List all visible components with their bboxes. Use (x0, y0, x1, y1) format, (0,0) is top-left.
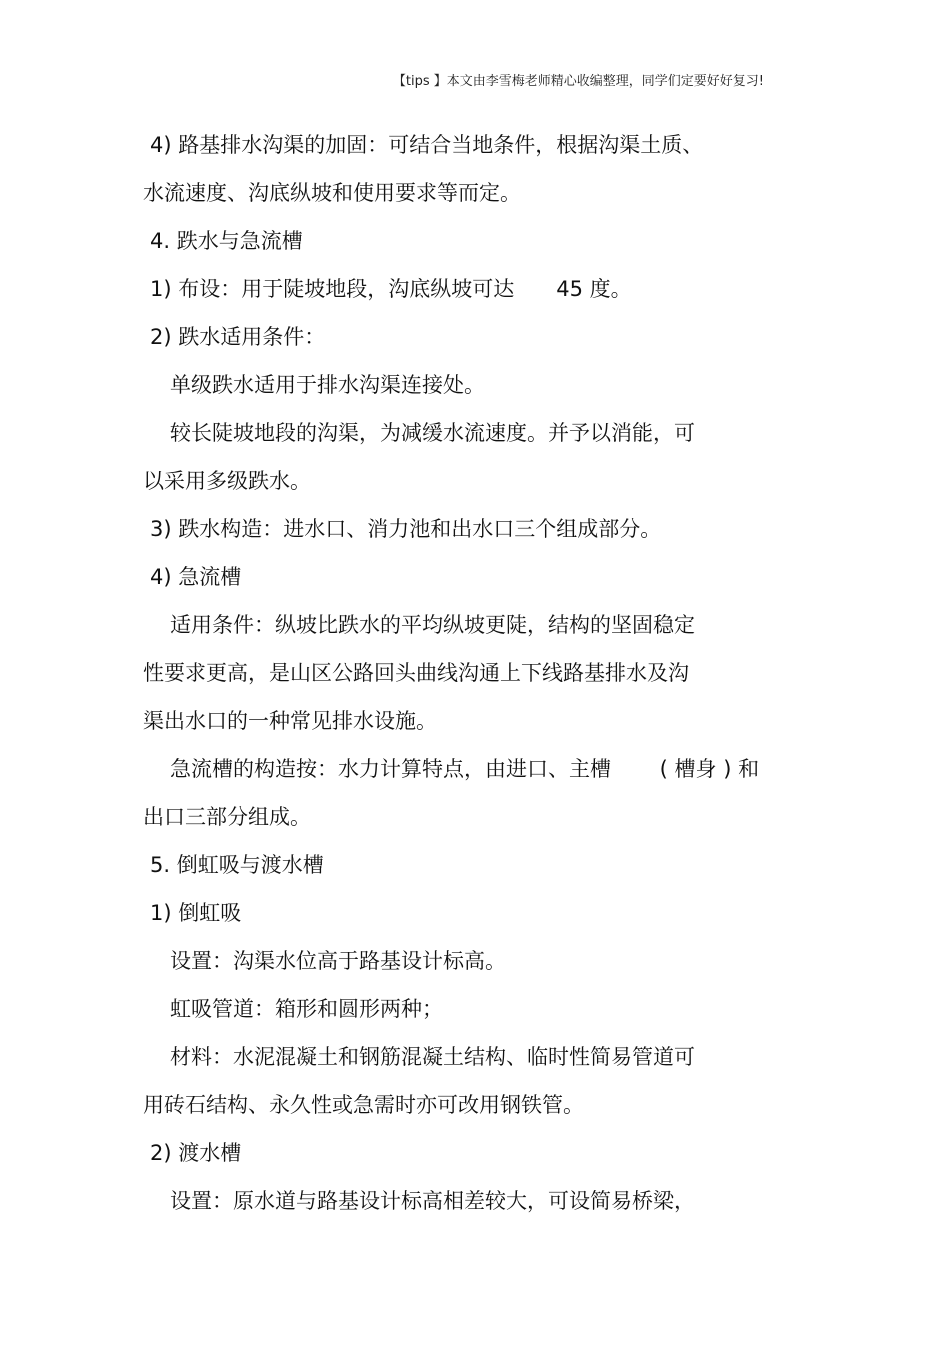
text-line: 1) 倒虹吸 (150, 901, 242, 925)
text-line: 4) 路基排水沟渠的加固：可结合当地条件，根据沟渠土质、 (150, 133, 704, 157)
text-line: 水流速度、沟底纵坡和使用要求等而定。 (143, 181, 521, 205)
text-line: 虹吸管道：箱形和圆形两种； (170, 997, 443, 1021)
text-line: 用砖石结构、永久性或急需时亦可改用钢铁管。 (143, 1093, 584, 1117)
text-line: 以采用多级跌水。 (143, 469, 311, 493)
text-line: 设置：原水道与路基设计标高相差较大，可设简易桥梁， (170, 1189, 695, 1213)
text-line: 2) 渡水槽 (150, 1141, 242, 1165)
text-line: 设置：沟渠水位高于路基设计标高。 (170, 949, 506, 973)
text-line: 3) 跌水构造：进水口、消力池和出水口三个组成部分。 (150, 517, 662, 541)
text-line: 2) 跌水适用条件： (150, 325, 326, 349)
text-line: 较长陡坡地段的沟渠，为减缓水流速度。并予以消能，可 (170, 421, 695, 445)
header-tips-note: 【tips 】本文由李雪梅老师精心收编整理，同学们定要好好复习! (392, 74, 764, 89)
text-line: 4) 急流槽 (150, 565, 242, 589)
text-line: 材料：水泥混凝土和钢筋混凝土结构、临时性简易管道可 (170, 1045, 695, 1069)
text-line: 单级跌水适用于排水沟渠连接处。 (170, 373, 485, 397)
section-heading: 4. 跌水与急流槽 (150, 229, 303, 253)
text-line: 渠出水口的一种常见排水设施。 (143, 709, 437, 733)
text-line: 适用条件：纵坡比跌水的平均纵坡更陡，结构的坚固稳定 (170, 613, 695, 637)
section-heading: 5. 倒虹吸与渡水槽 (150, 853, 324, 877)
text-line: 急流槽的构造按：水力计算特点，由进口、主槽 ( 槽身 ) 和 (170, 757, 760, 781)
text-line: 1) 布设：用于陡坡地段，沟底纵坡可达 45 度。 (150, 277, 632, 301)
text-line: 出口三部分组成。 (143, 805, 311, 829)
text-line: 性要求更高，是山区公路回头曲线沟通上下线路基排水及沟 (143, 661, 689, 685)
